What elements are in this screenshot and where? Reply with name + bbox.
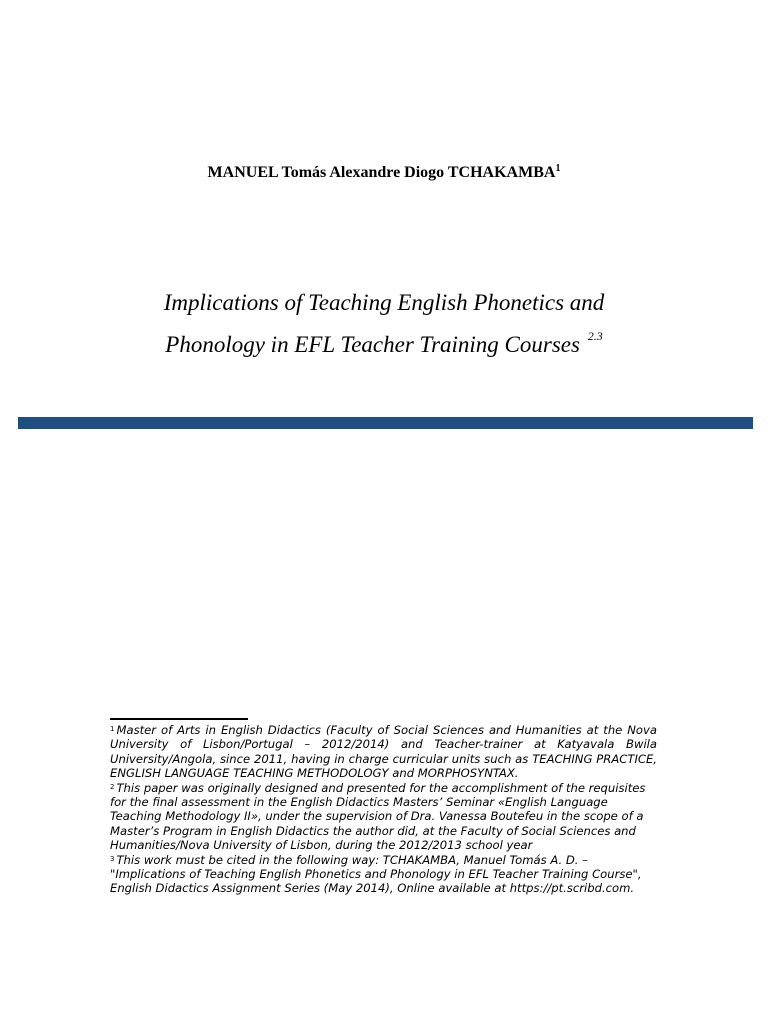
title-line-2-text: Phonology in EFL Teacher Training Courses: [165, 332, 580, 357]
paper-title: [0, 282, 768, 366]
footnote-1-number: 1: [110, 725, 115, 733]
author-footnote-ref: 1: [555, 163, 561, 174]
footnote-3: [110, 853, 657, 896]
footnote-1-text: Master of Arts in English Didactics (Faculty of Social Sciences and Humanities at the Nova University of Lisbon/Portugal – 2012/2014) and Teacher-trainer at Katyavala Bwila University/Angola, since 2011, having in charge curricular units such as TEACHING PRACTICE, ENGLISH LANGUAGE TEACHING METHODOLOGY and MORPHOSYNTAX.: [110, 723, 657, 781]
author-name: [0, 164, 768, 182]
footnotes: [110, 723, 657, 896]
footnote-2: [110, 781, 657, 853]
header-divider-band: [18, 417, 753, 429]
footnote-3-number: 3: [110, 854, 115, 863]
title-footnote-ref: 2.3: [587, 329, 603, 343]
author-name-text: MANUEL Tomás Alexandre Diogo TCHAKAMBA: [207, 164, 556, 181]
footnote-1: [110, 723, 657, 781]
footnote-3-text: This work must be cited in the following way: TCHAKAMBA, Manuel Tomás A. D. – "Implications of Teaching English Phonetics and Phonology in EFL Teacher Training Course", English Didactics Assignment Series (May 2014), Online available at https://pt.scribd.com.: [110, 852, 642, 896]
title-line-2: [0, 324, 768, 366]
footnote-2-number: 2: [110, 782, 115, 791]
footnote-2-text: This paper was originally designed and presented for the accomplishment of the requisites for the final assessment in the English Didactics Masters’ Seminar «English Language Teaching Methodology II», under the supervision of Dra. Vanessa Boutefeu in the scope of a Master’s Program in English Didactics the author did, at the Faculty of Social Sciences and Humanities/Nova University of Lisbon, during the 2012/2013 school year: [110, 780, 646, 853]
footnote-separator: [110, 718, 248, 720]
title-line-1: Implications of Teaching English Phonetics and: [163, 290, 605, 315]
